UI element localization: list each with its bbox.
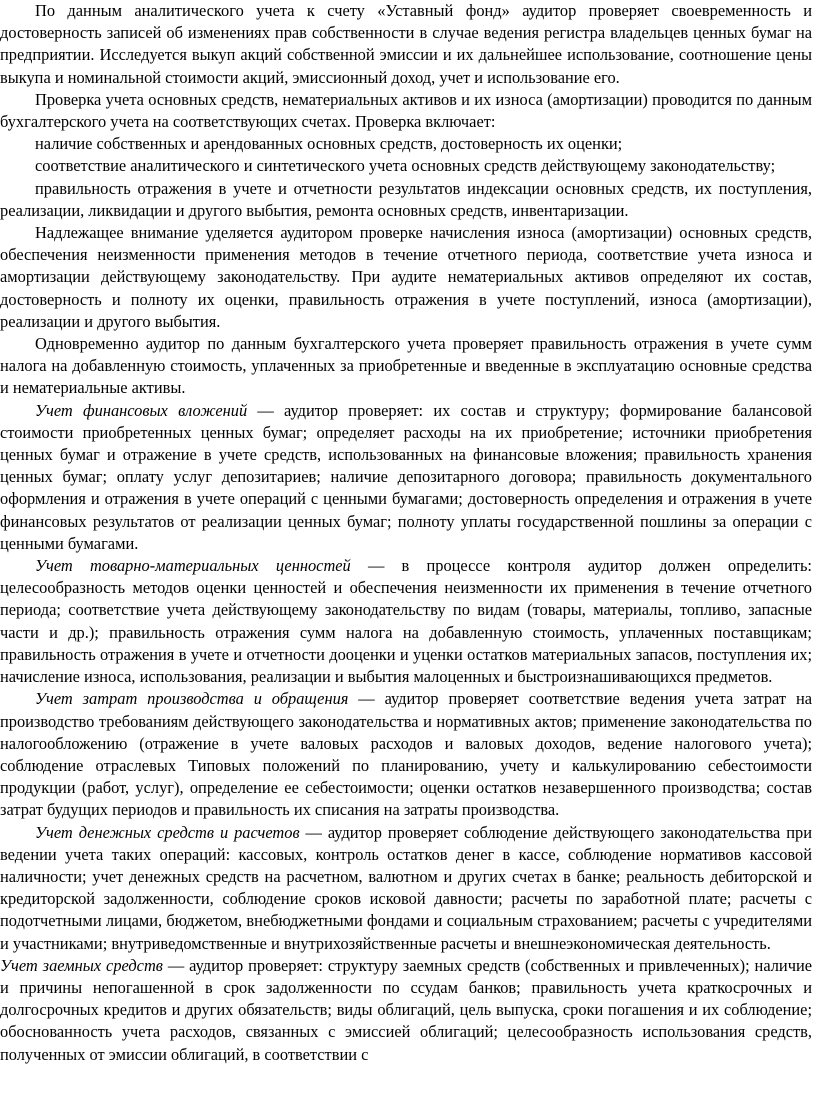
paragraph-text: — аудитор проверяет соответствие ведения учета затрат на производство требованиям действующего законодательства и нормативных актов; применение законодательства по налогообложению (отражение в учете валовых расходов и валовых доходов, ведение налогового учета); соблюдение отраслевых Типовых положений по планированию, учету и калькулированию себестоимости продукции (работ, услуг), определение ее себестоимости; оценки остатков незавершенного производства; состав затрат будущих периодов и правильность их списания на затраты производства. bbox=[0, 689, 812, 820]
paragraph-financial-investments bbox=[0, 400, 812, 555]
paragraph-text: Надлежащее внимание уделяется аудитором проверке начисления износа (амортизации) основных средств, обеспечения неизменности применения методов в течение отчетного периода, соответствие учета износа и амортизации действующему законодательству. При аудите нематериальных активов определяют их состав, достоверность и полноту их оценки, правильность отражения в учете поступлений, износа (амортизации), реализации и другого выбытия. bbox=[0, 223, 812, 331]
paragraph-depreciation bbox=[0, 222, 812, 333]
paragraph-charter-fund bbox=[0, 0, 812, 89]
section-lead: Учет денежных средств и расчетов bbox=[35, 822, 300, 842]
paragraph-cash-settlements bbox=[0, 822, 812, 955]
section-lead: Учет заемных средств bbox=[0, 955, 163, 975]
paragraph-text: наличие собственных и арендованных основных средств, достоверность их оценки; bbox=[35, 134, 623, 154]
section-lead: Учет затрат производства и обращения bbox=[35, 689, 349, 709]
list-item-indexation bbox=[0, 178, 812, 222]
paragraph-vat bbox=[0, 333, 812, 400]
paragraph-text: соответствие аналитического и синтетического учета основных средств действующему законодательству; bbox=[35, 156, 776, 176]
paragraph-text: По данным аналитического учета к счету «Уставный фонд» аудитор проверяет своевременность и достоверность записей об изменениях прав собственности в случае ведения регистра владельцев ценных бумаг на предприятии. Исследуется выкуп акций собственной эмиссии и их дальнейшее использование, соотношение цены выкупа и номинальной стоимости акций, эмиссионный доход, учет и использование его. bbox=[0, 1, 812, 87]
paragraph-text: Проверка учета основных средств, нематериальных активов и их износа (амортизации) проводится по данным бухгалтерского учета на соответствующих счетах. Проверка включает: bbox=[0, 89, 812, 132]
paragraph-inventory bbox=[0, 555, 812, 688]
paragraph-text: правильность отражения в учете и отчетности результатов индексации основных средств, их поступления, реализации, ликвидации и другого выбытия, ремонта основных средств, инвентаризации. bbox=[0, 178, 812, 220]
list-item-own-leased-assets bbox=[0, 133, 812, 155]
paragraph-fixed-assets-audit bbox=[0, 89, 812, 133]
section-lead: Учет финансовых вложений bbox=[35, 400, 248, 420]
paragraph-text: — в процессе контроля аудитор должен определить: целесообразность методов оценки ценностей и обеспечения неизменности их применения в течение отчетного периода; соответствие учета действующему законодательству по видам (товары, материалы, топливо, запасные части и др.); правильность отражения сумм налога на добавленную стоимость, уплаченных поставщикам; правильность отражения в учете и отчетности дооценки и уценки остатков материальных запасов, поступления их; начисление износа, использования, реализации и выбытия малоценных и быстроизнашивающихся предметов. bbox=[0, 556, 812, 687]
paragraph-text: — аудитор проверяет: их состав и структуру; формирование балансовой стоимости приобретенных ценных бумаг; определяет расходы на их приобретение; источники приобретения ценных бумаг и отражение в учете средств, использованных на финансовые вложения; правильность хранения ценных бумаг; оплату услуг депозитариев; наличие депозитарного договора; правильность документального оформления и отражения в учете операций с ценными бумагами; достоверность определения и отражения в учете финансовых результатов от реализации ценных бумаг; полноту уплаты государственной пошлины за операции с ценными бумагами. bbox=[0, 400, 812, 553]
paragraph-text: — аудитор проверяет соблюдение действующего законодательства при ведении учета таких операций: кассовых, контроль остатков денег в кассе, соблюдение нормативов кассовой наличности; учет денежных средств на расчетном, валютном и других счетах в банке; реальность дебиторской и кредиторской задолженности, соблюдение сроков исковой давности; расчеты по заработной плате; расчеты с подотчетными лицами, бюджетом, внебюджетными фондами и социальным страхованием; расчеты с учредителями и участниками; внутриведомственные и внутрихозяйственные расчеты и внешнеэкономическая деятельность. bbox=[0, 822, 812, 953]
list-item-analytic-synthetic bbox=[0, 155, 812, 177]
paragraph-borrowed-funds bbox=[0, 955, 812, 1066]
paragraph-text: — аудитор проверяет: структуру заемных средств (собственных и привлеченных); наличие и причины непогашенной в срок задолженности по ссудам банков; правильность учета краткосрочных и долгосрочных кредитов и других обязательств; виды облигаций, цель выпуска, сроки погашения и их соблюдение; обоснованность учета расходов, связанных с эмиссией облигаций; целесообразность использования средств, полученных от эмиссии облигаций, в соответствии с bbox=[0, 955, 812, 1064]
paragraph-text: Одновременно аудитор по данным бухгалтерского учета проверяет правильность отражения в учете сумм налога на добавленную стоимость, уплаченных за приобретенные и введенные в эксплуатацию основные средства и нематериальные активы. bbox=[0, 334, 812, 398]
paragraph-production-costs bbox=[0, 688, 812, 821]
section-lead: Учет товарно-материальных ценностей bbox=[35, 556, 351, 576]
